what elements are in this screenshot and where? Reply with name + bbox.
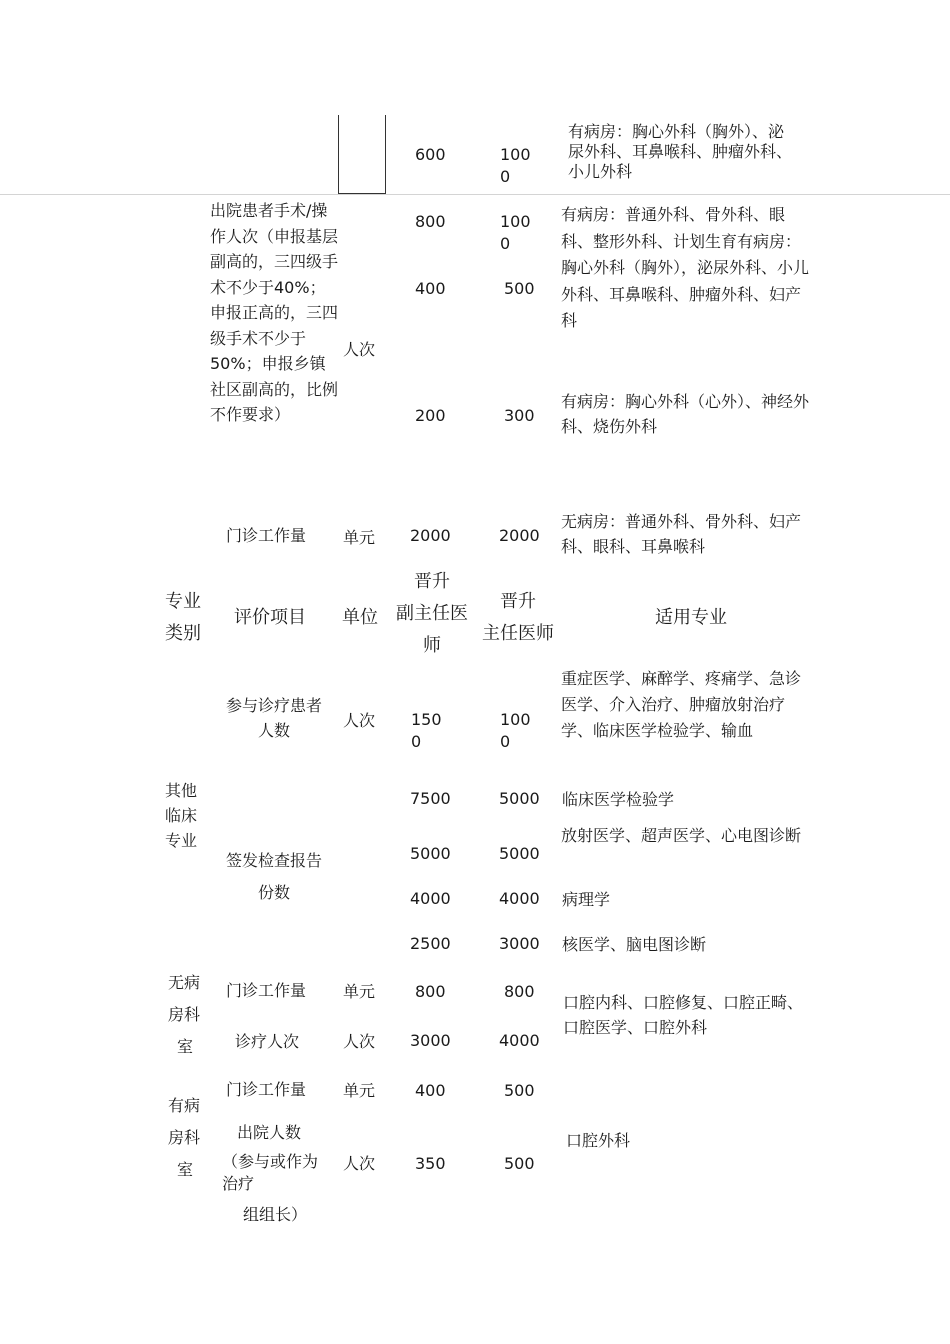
top-border-bottom [0, 194, 950, 195]
top-row-specialty: 有病房：胸心外科（胸外）、泌尿外科、耳鼻喉科、肿瘤外科、小儿外科 [568, 122, 793, 181]
header-item: 评价项目 [234, 607, 306, 628]
dental-ward-discharge-deputy: 350 [415, 1154, 446, 1173]
outpatient-deputy: 2000 [410, 526, 451, 545]
surgery-row1-chief-2: 0 [500, 234, 511, 253]
patients-unit: 人次 [343, 711, 376, 730]
dental-noward-category-line1: 无病 [168, 973, 201, 992]
surgery-item: 出院患者手术/操作人次（申报基层副高的，三四级手术不少于40%；申报正高的，三四级手术不少于50%；申报乡镇社区副高的，比例不作要求） [210, 201, 339, 424]
dental-ward-category-line3: 室 [177, 1160, 194, 1179]
reports-row1-chief: 5000 [499, 789, 540, 808]
outpatient-specialty: 无病房：普通外科、骨外科、妇产科、眼科、耳鼻喉科 [561, 512, 802, 556]
dental-ward-category-line1: 有病 [168, 1096, 201, 1115]
surgery-row1-deputy: 800 [415, 212, 446, 231]
other-category-line2: 临床 [165, 806, 198, 825]
top-border-left [338, 115, 339, 195]
patients-item-line2: 人数 [257, 721, 290, 740]
outpatient-chief: 2000 [499, 526, 540, 545]
header-category-line1: 专业 [165, 591, 201, 612]
header-deputy-line1: 晋升 [414, 571, 450, 592]
reports-row4-specialty: 核医学、脑电图诊断 [562, 935, 707, 954]
outpatient-item: 门诊工作量 [226, 526, 307, 545]
dental-ward-outpatient-chief: 500 [504, 1081, 535, 1100]
surgery-row3-deputy: 200 [415, 406, 446, 425]
dental-noward-row1-unit: 单元 [343, 982, 376, 1001]
reports-row4-deputy: 2500 [410, 934, 451, 953]
dental-noward-category-line3: 室 [177, 1037, 194, 1056]
patients-specialty: 重症医学、麻醉学、疼痛学、急诊医学、介入治疗、肿瘤放射治疗学、临床医学检验学、输血 [561, 669, 802, 740]
dental-noward-row2-item: 诊疗人次 [235, 1032, 300, 1051]
reports-row1-deputy: 7500 [410, 789, 451, 808]
outpatient-unit: 单元 [343, 528, 376, 547]
reports-row3-deputy: 4000 [410, 889, 451, 908]
dental-ward-outpatient-deputy: 400 [415, 1081, 446, 1100]
patients-deputy-2: 0 [411, 732, 422, 751]
reports-row2-deputy: 5000 [410, 844, 451, 863]
patients-item-line1: 参与诊疗患者 [225, 696, 322, 715]
dental-noward-row1-item: 门诊工作量 [226, 981, 307, 1000]
dental-ward-discharge-item-line1: 出院人数 [237, 1123, 302, 1142]
top-row-chief-value-2: 0 [500, 167, 511, 186]
header-unit: 单位 [342, 607, 378, 628]
header-chief-line2: 主任医师 [482, 623, 554, 644]
dental-ward-category-line2: 房科 [168, 1128, 201, 1147]
dental-noward-specialty: 口腔内科、口腔修复、口腔正畸、口腔医学、口腔外科 [563, 993, 804, 1037]
top-row-chief-value-1: 100 [500, 145, 531, 164]
other-category-line1: 其他 [165, 781, 198, 800]
dental-ward-discharge-item-line2: （参与或作为治疗 [222, 1152, 319, 1193]
dental-ward-specialty: 口腔外科 [566, 1131, 631, 1150]
header-deputy-line2: 副主任医 [396, 603, 468, 624]
surgery-row3-chief: 300 [504, 406, 535, 425]
header-category-line2: 类别 [165, 623, 201, 644]
reports-row2-specialty: 放射医学、超声医学、心电图诊断 [561, 826, 802, 845]
dental-ward-discharge-unit: 人次 [343, 1154, 376, 1173]
dental-noward-row1-deputy: 800 [415, 982, 446, 1001]
reports-row2-chief: 5000 [499, 844, 540, 863]
surgery-row3-specialty: 有病房：胸心外科（心外）、神经外科、烧伤外科 [561, 392, 810, 436]
dental-ward-outpatient-item: 门诊工作量 [226, 1080, 307, 1099]
other-category-line3: 专业 [165, 831, 198, 850]
surgery-unit: 人次 [343, 340, 376, 359]
patients-chief-1: 100 [500, 710, 531, 729]
reports-row3-chief: 4000 [499, 889, 540, 908]
reports-row3-specialty: 病理学 [562, 890, 611, 909]
surgery-row2-chief: 500 [504, 279, 535, 298]
dental-noward-row1-chief: 800 [504, 982, 535, 1001]
top-border-cell-bottom [338, 193, 386, 194]
reports-item-line1: 签发检查报告 [225, 851, 322, 870]
header-specialty: 适用专业 [655, 607, 727, 628]
surgery-row2-deputy: 400 [415, 279, 446, 298]
dental-noward-row2-unit: 人次 [343, 1032, 376, 1051]
top-row-deputy-value: 600 [415, 145, 446, 164]
header-chief-line1: 晋升 [500, 591, 536, 612]
dental-ward-discharge-item-line3: 组组长） [243, 1205, 308, 1224]
dental-noward-row2-chief: 4000 [499, 1031, 540, 1050]
header-deputy-line3: 师 [423, 635, 441, 656]
patients-chief-2: 0 [500, 732, 511, 751]
reports-row1-specialty: 临床医学检验学 [562, 790, 675, 809]
surgery-row1-specialty: 有病房：普通外科、骨外科、眼科、整形外科、计划生育有病房：胸心外科（胸外），泌尿外科、小儿外科、耳鼻喉科、肿瘤外科、妇产科 [561, 205, 810, 330]
top-border-right [385, 115, 386, 195]
dental-noward-row2-deputy: 3000 [410, 1031, 451, 1050]
surgery-row1-chief-1: 100 [500, 212, 531, 231]
reports-item-line2: 份数 [257, 883, 290, 902]
dental-noward-category-line2: 房科 [168, 1005, 201, 1024]
patients-deputy-1: 150 [411, 710, 442, 729]
dental-ward-discharge-chief: 500 [504, 1154, 535, 1173]
dental-ward-outpatient-unit: 单元 [343, 1081, 376, 1100]
reports-row4-chief: 3000 [499, 934, 540, 953]
